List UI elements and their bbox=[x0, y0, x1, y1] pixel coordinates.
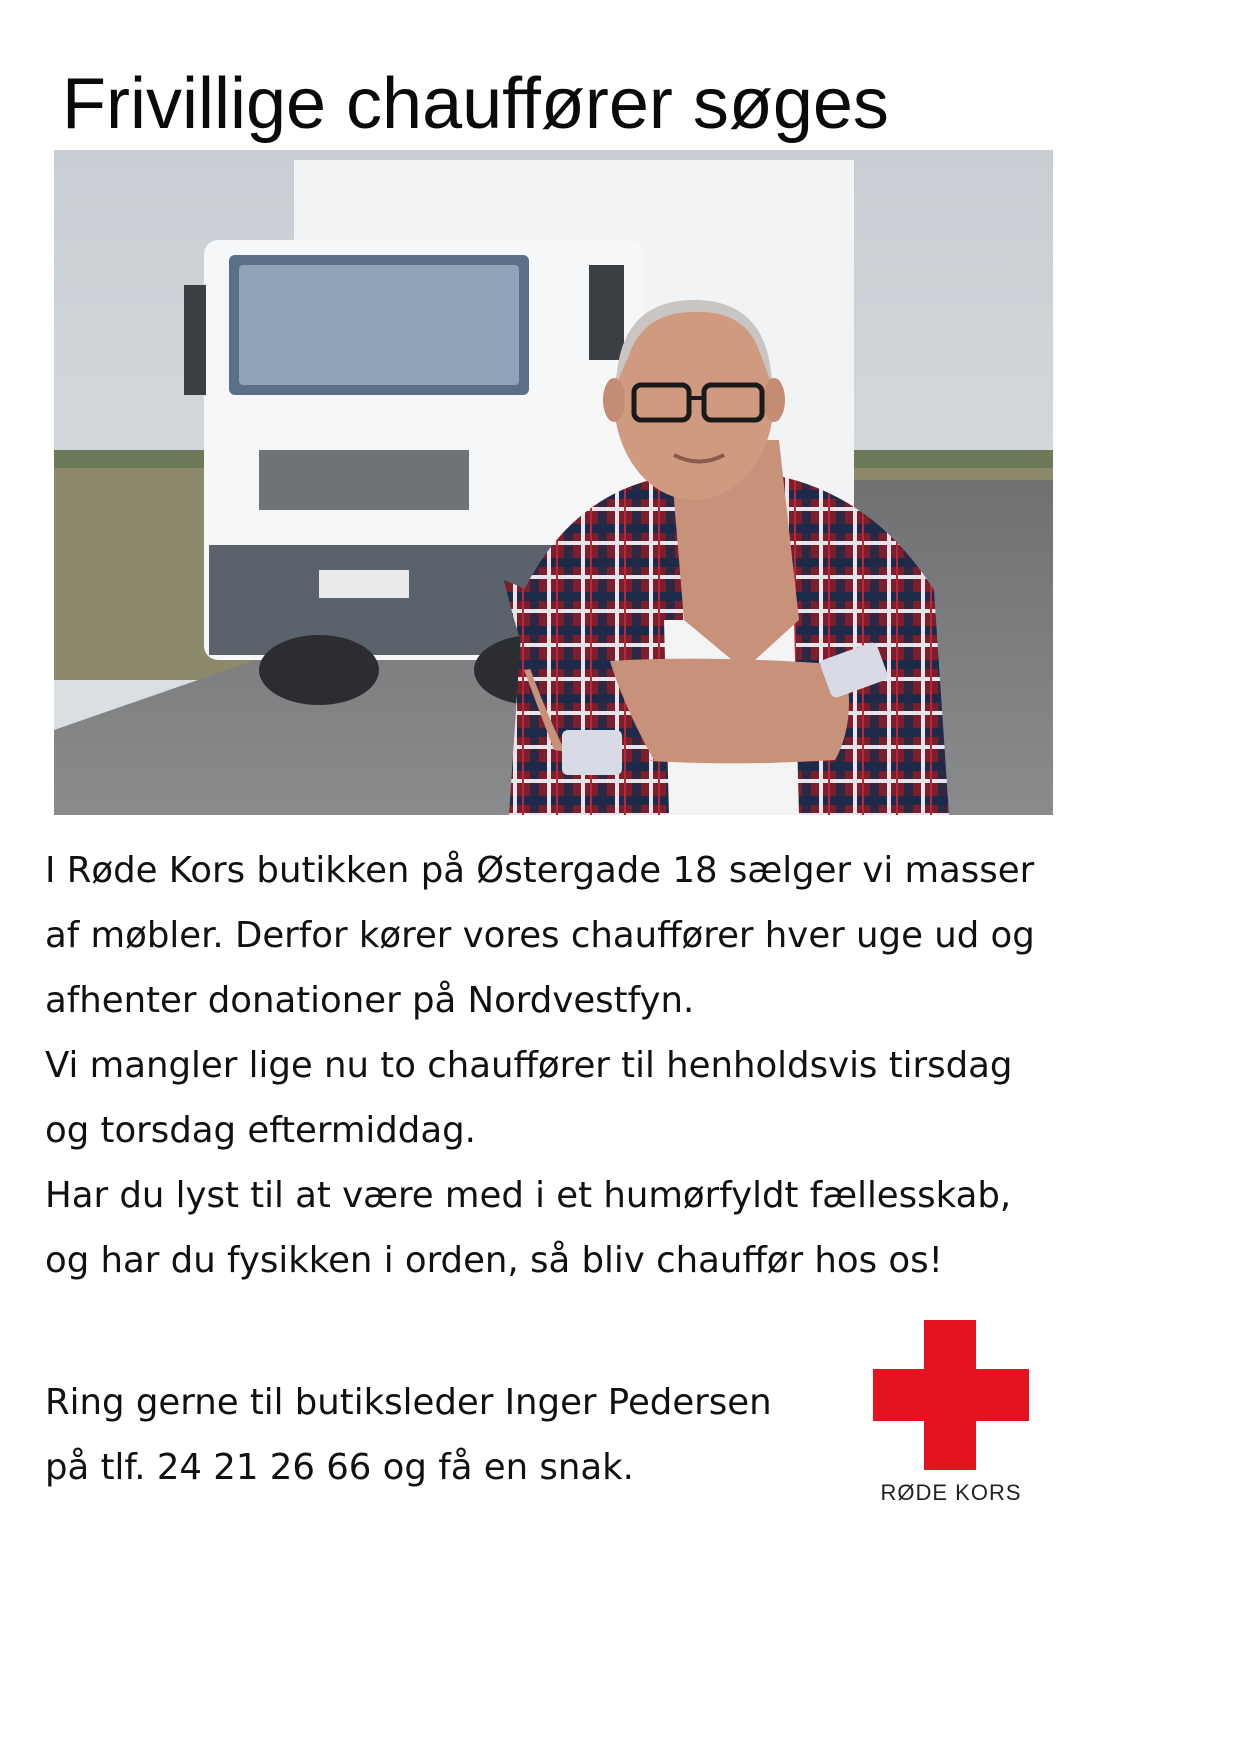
poster-title: Frivillige chauffører søges bbox=[62, 64, 889, 144]
body-line: af møbler. Derfor kører vores chauffører hver uge ud og bbox=[45, 915, 1035, 956]
body-line: og har du fysikken i orden, så bliv chauffør hos os! bbox=[45, 1240, 943, 1281]
contact-line: Ring gerne til butiksleder Inger Pedersen bbox=[45, 1382, 772, 1423]
driver-photo bbox=[54, 150, 1053, 815]
body-line: afhenter donationer på Nordvestfyn. bbox=[45, 980, 695, 1021]
red-cross-icon bbox=[873, 1320, 1029, 1470]
body-line: Har du lyst til at være med i et humørfyldt fællesskab, bbox=[45, 1175, 1012, 1216]
rode-kors-logo bbox=[873, 1320, 1029, 1506]
body-line: I Røde Kors butikken på Østergade 18 sælger vi masser bbox=[45, 850, 1035, 891]
logo-text: RØDE KORS bbox=[880, 1480, 1022, 1505]
body-line: og torsdag eftermiddag. bbox=[45, 1110, 476, 1151]
body-paragraph bbox=[45, 838, 1075, 1293]
body-line: Vi mangler lige nu to chauffører til henholdsvis tirsdag bbox=[45, 1045, 1013, 1086]
contact-line: på tlf. 24 21 26 66 og få en snak. bbox=[45, 1447, 634, 1488]
contact-info bbox=[45, 1370, 845, 1500]
